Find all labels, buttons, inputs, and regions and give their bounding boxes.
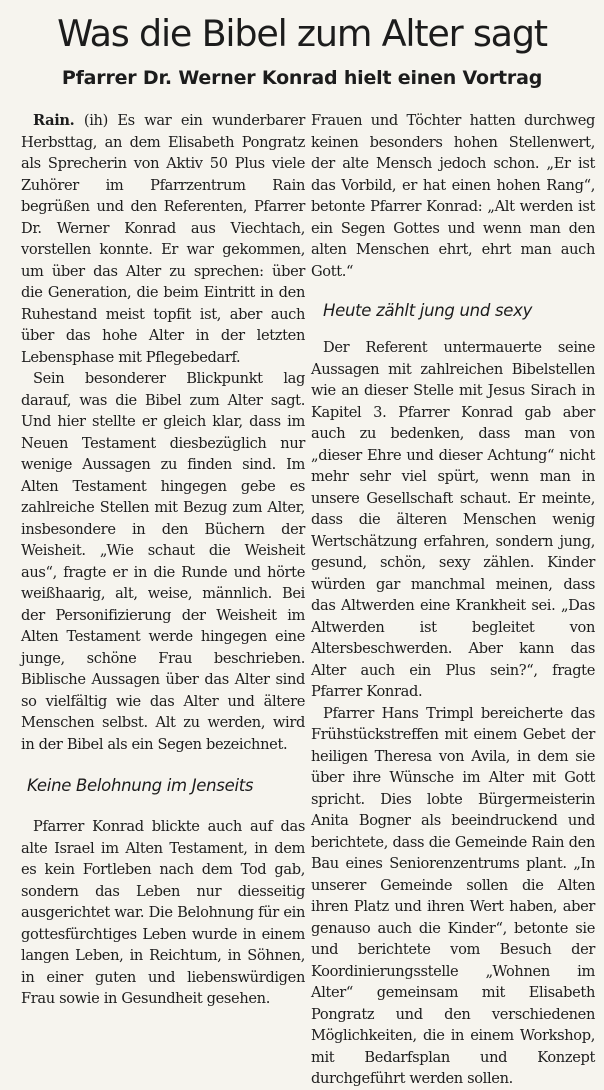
paragraph-5: Pfarrer Hans Trimpl bereicherte das Frühstückstreffen mit einem Gebet der heiligen Theresa von Avila, in dem sie über ihre Wünsche im Alter mit Gott spricht. Dies lobte Bürgermeisterin Anita Bogner als beeindruckend und berichtete, dass die Gemeinde Rain den Bau eines Seniorenzentrums plant. „In unserer Gemeinde sollen die Alten ihren Platz und ihren Wert haben, aber genauso auch die Kinder“, betonte sie und berichtete vom Besuch der Koordinierungsstelle „Wohnen im Alter“ gemeinsam mit Elisabeth Pongratz und den verschiedenen Möglichkeiten, die in einem Workshop, mit Bedarfsplan und Konzept durchgeführt werden sollen. [311,704,595,1087]
subheadline: Pfarrer Dr. Werner Konrad hielt einen Vortrag [61,67,543,89]
headline: Was die Bibel zum Alter sagt [57,12,547,55]
subheading-heute-zaehlt: Heute zählt jung und sexy [323,301,533,320]
paragraph-3-continued: Frauen und Töchter hatten durchweg keinen besonders hohen Stellenwert, der alte Mensch jedoch schon. „Er ist das Vorbild, er hat einen hohen Rang“, betonte Pfarrer Konrad: „Alt werden ist ein Segen Gottes und wenn man den alten Menschen ehrt, ehrt man auch Gott.“ [311,112,595,280]
paragraph-1 [21,110,305,368]
column-right [311,110,595,1090]
column-left [21,110,305,1010]
paragraph-2: Sein besonderer Blickpunkt lag darauf, was die Bibel zum Alter sagt. Und hier stellte er gleich klar, dass im Neuen Testament diesbezüglich nur wenige Aussagen zu finden sind. Im Alten Testament hingegen gebe es zahlreiche Stellen mit Bezug zum Alter, insbesondere in den Büchern der Weisheit. „Wie schaut die Weisheit aus“, fragte er in die Runde und hörte weißhaarig, alt, weise, männlich. Bei der Personifizierung der Weisheit im Alten Testament werde hingegen eine junge, schöne Frau beschrieben. Biblische Aussagen über das Alter sind so vielfältig wie das Alter und ältere Menschen selbst. Alt zu werden, wird in der Bibel als ein Segen bezeichnet. [21,370,305,753]
paragraph-1-text: (ih) Es war ein wunderbarer Herbsttag, an dem Elisabeth Pongratz als Sprecherin von Aktiv 50 Plus viele Zuhörer im Pfarrzentrum Rain begrüßen und den Referenten, Pfarrer Dr. Werner Konrad aus Viechtach, vorstellen konnte. Er war gekommen, um über das Alter zu sprechen: über die Generation, die beim Eintritt in den Ruhestand meist topfit ist, aber auch über das hohe Alter in der letzten Lebensphase mit Pflegebedarf. [21,112,305,366]
paragraph-3: Pfarrer Konrad blickte auch auf das alte Israel im Alten Testament, in dem es kein Fortleben nach dem Tod gab, sondern das Leben nur diesseitig ausgerichtet war. Die Belohnung für ein gottesfürchtiges Leben wurde in einem langen Leben, in Reichtum, in Söhnen, in einer guten und liebenswürdigen Frau sowie in Gesundheit gesehen. [21,818,305,1007]
subheading-keine-belohnung: Keine Belohnung im Jenseits [27,776,254,795]
paragraph-4: Der Referent untermauerte seine Aussagen mit zahlreichen Bibelstellen wie an dieser Stelle mit Jesus Sirach in Kapitel 3. Pfarrer Konrad gab aber auch zu bedenken, dass man von „dieser Ehre und dieser Achtung“ nicht mehr sehr viel spürt, wenn man in unsere Gesellschaft schaut. Er meinte, dass die älteren Menschen wenig Wertschätzung erfahren, sondern jung, gesund, schön, sexy zählen. Kinder würden gar manchmal meinen, dass das Altwerden eine Krankheit sei. „Das Altwerden ist begleitet von Altersbeschwerden. Aber kann das Alter auch ein Plus sein?“, fragte Pfarrer Konrad. [311,339,595,700]
dateline: Rain. [33,112,75,129]
